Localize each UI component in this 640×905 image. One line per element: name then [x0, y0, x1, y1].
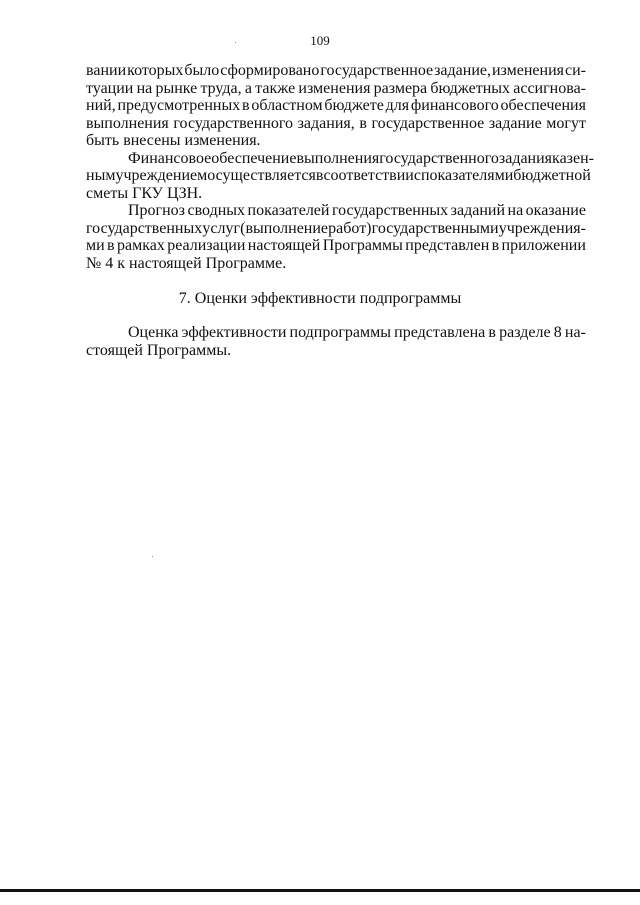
word: областном: [251, 97, 323, 114]
word: в: [242, 97, 250, 114]
word: на: [136, 79, 153, 97]
word: в: [107, 237, 115, 254]
word: вании: [86, 62, 127, 79]
word: государственного: [173, 114, 294, 132]
word: бюджетных: [430, 79, 511, 97]
word: изменения: [298, 79, 371, 97]
word: было: [184, 62, 220, 79]
word: показателей: [247, 202, 330, 219]
word: обеспечения: [500, 97, 586, 114]
word: разделе: [499, 324, 551, 341]
word: заданий: [450, 202, 506, 219]
text-line: [86, 342, 586, 360]
page-number: 109: [310, 33, 330, 48]
word: могут: [546, 114, 586, 132]
paragraph: [86, 149, 594, 203]
text-line: [86, 185, 586, 203]
word: оказание: [525, 202, 586, 219]
word: работ): [328, 219, 372, 237]
word: в: [315, 167, 324, 184]
final-paragraph: [86, 324, 586, 359]
word: выполнения: [86, 114, 169, 132]
word: ным: [86, 167, 116, 184]
word: сформировано: [220, 62, 320, 79]
word: Программе.: [205, 254, 287, 272]
word: Прогноз: [128, 202, 185, 219]
word: 8: [553, 324, 562, 341]
word: ний,: [86, 97, 116, 114]
word: государственных: [331, 202, 449, 219]
paragraph: [86, 202, 586, 272]
word: Программы.: [146, 341, 232, 359]
word: финансового: [410, 97, 499, 114]
word: Финансовое: [128, 149, 212, 167]
text-line: [86, 255, 586, 273]
word: сводных: [187, 202, 246, 219]
word: государственного: [379, 149, 499, 167]
word: настоящей: [247, 237, 321, 254]
word: услуг: [202, 219, 241, 237]
word: ассигнова-: [513, 79, 586, 97]
text-line: [86, 167, 591, 185]
text-line: [86, 149, 594, 168]
word: показателями: [420, 167, 514, 184]
word: в: [491, 237, 500, 254]
text-line: [86, 237, 586, 255]
word: Оценка: [128, 324, 179, 341]
word: внесены: [123, 132, 181, 149]
word: на: [507, 202, 524, 219]
word: размера: [373, 79, 428, 97]
word: задания,: [297, 114, 355, 132]
word: которых: [127, 62, 184, 79]
scan-speck: [152, 556, 153, 557]
word: реализации: [167, 237, 246, 254]
word: в: [488, 324, 496, 341]
word: казен-: [552, 149, 594, 167]
word: задание: [488, 114, 542, 132]
text-line: [86, 97, 586, 115]
word: государственное: [320, 62, 434, 79]
word: приложении: [501, 237, 586, 254]
word: учреждением: [115, 167, 208, 184]
word: предусмотренных: [117, 97, 241, 114]
word: сметы: [86, 184, 129, 202]
word: также: [255, 79, 296, 97]
word: задание,: [434, 62, 491, 79]
word: государственное: [371, 114, 485, 132]
word: соответствии: [323, 167, 414, 184]
text-line: [86, 324, 586, 342]
word: задания: [498, 149, 553, 167]
word: труда,: [200, 79, 242, 97]
word: настоящей: [129, 254, 202, 272]
word: ГКУ: [132, 184, 164, 202]
text-line: [86, 132, 586, 150]
word: бюджете: [324, 97, 384, 114]
document-body: [86, 62, 594, 272]
word: изменения: [491, 62, 565, 79]
section-heading: 7. Оценки эффективности подпрограммы: [178, 290, 462, 307]
paragraph: [86, 62, 586, 150]
word: (выполнение: [240, 219, 329, 237]
word: ми: [86, 237, 105, 254]
word: изменения.: [184, 132, 261, 149]
word: быть: [86, 132, 120, 149]
word: осуществляется: [207, 167, 316, 184]
word: бюджетной: [513, 167, 591, 184]
text-line: [86, 220, 586, 238]
word: для: [385, 97, 410, 114]
word: Программы: [322, 237, 403, 254]
word: государственными: [371, 219, 499, 237]
word: рынке: [155, 79, 198, 97]
scan-speck: [235, 42, 236, 43]
word: представлен: [405, 237, 490, 254]
word: с: [413, 167, 421, 184]
word: а: [244, 79, 252, 97]
word: стоящей: [86, 341, 143, 359]
word: подпрограммы: [289, 324, 392, 341]
word: си-: [565, 62, 586, 79]
word: к: [117, 254, 126, 272]
text-line: [86, 202, 586, 220]
word: туации: [86, 79, 134, 97]
word: ЦЗН.: [167, 184, 203, 202]
word: эффективности: [181, 324, 287, 341]
word: учреждения-: [498, 219, 586, 237]
word: государственных: [86, 219, 203, 237]
word: № 4: [86, 254, 114, 272]
word: выполнения: [296, 149, 380, 167]
bottom-rule: [0, 889, 640, 892]
text-line: [86, 62, 586, 80]
word: на-: [564, 324, 586, 341]
text-line: [86, 115, 586, 133]
word: представлена: [394, 324, 486, 341]
word: рамках: [116, 237, 165, 254]
text-line: [86, 80, 586, 98]
word: обеспечение: [211, 149, 297, 167]
word: в: [359, 114, 367, 132]
